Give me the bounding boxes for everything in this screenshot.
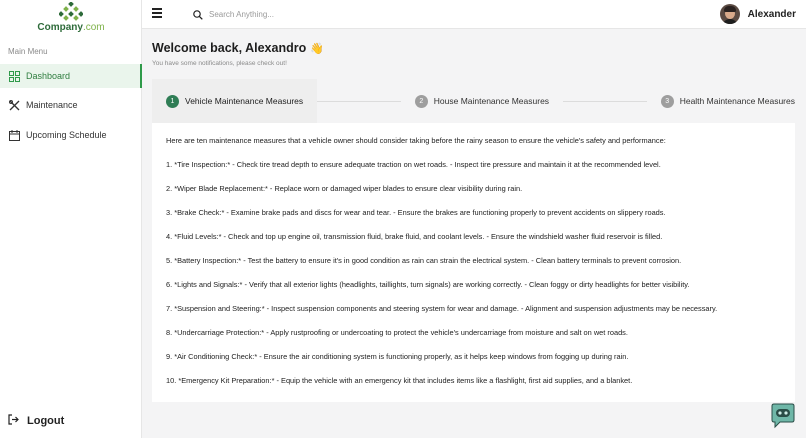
list-item: 8. *Undercarriage Protection:* - Apply rustproofing or undercoating to protect the vehicle's undercarriage from moisture and salt on wet roads.: [166, 328, 628, 337]
step-label: House Maintenance Measures: [433, 96, 550, 106]
search-bar[interactable]: [193, 6, 413, 23]
logout-icon: [8, 414, 19, 428]
logo-icon: [59, 2, 83, 22]
logout-button[interactable]: [8, 414, 64, 428]
list-item: 7. *Suspension and Steering:* - Inspect suspension components and steering system for wear and damage. - Alignment and suspension adjustments may be necessary.: [166, 304, 718, 313]
sidebar-item-label: Upcoming Schedule: [26, 130, 107, 140]
intro-paragraph: Here are ten maintenance measures that a vehicle owner should consider taking before the rainy season to ensure the vehicle's safety and performance:: [166, 136, 666, 145]
step-number: 2: [415, 95, 428, 108]
welcome-text: Welcome back, Alexandro: [152, 41, 307, 55]
sidebar-item-dashboard[interactable]: [0, 64, 142, 88]
sidebar-item-label: Dashboard: [26, 71, 71, 81]
sidebar-item-upcoming-schedule[interactable]: [0, 123, 142, 147]
menu-toggle-icon[interactable]: [152, 8, 162, 20]
chat-bot-button[interactable]: [769, 403, 797, 429]
search-input[interactable]: [209, 10, 389, 19]
step-label: Health Maintenance Measures: [679, 96, 795, 106]
step-connector: [317, 101, 401, 102]
sidebar-item-maintenance[interactable]: [0, 93, 142, 117]
list-item: 10. *Emergency Kit Preparation:* - Equip the vehicle with an emergency kit that includes items like a flashlight, first aid supplies, and a blanket.: [166, 376, 633, 385]
company-logo[interactable]: [0, 2, 142, 38]
step-connector: [563, 101, 647, 102]
menu-title: Main Menu: [8, 47, 48, 56]
sidebar: [0, 0, 142, 438]
avatar: [720, 4, 740, 24]
logout-label: Logout: [27, 415, 65, 427]
step-house-maintenance[interactable]: [401, 79, 563, 123]
list-item: 3. *Brake Check:* - Examine brake pads and discs for wear and tear. - Ensure the brakes are functioning properly to prevent accidents on slippery roads.: [166, 208, 666, 217]
step-number: 1: [166, 95, 179, 108]
user-name: Alexander: [747, 8, 796, 20]
step-vehicle-maintenance[interactable]: [152, 79, 317, 123]
calendar-icon: [8, 129, 20, 141]
sidebar-item-label: Maintenance: [26, 100, 78, 110]
tools-icon: [8, 99, 20, 111]
page-subtitle: You have some notifications, please check out!: [152, 60, 287, 67]
topbar: [142, 0, 806, 29]
user-menu[interactable]: [720, 4, 796, 24]
wave-emoji: 👋: [310, 42, 324, 55]
stepper: [152, 79, 795, 123]
list-item: 9. *Air Conditioning Check:* - Ensure the air conditioning system is functioning properly, as it helps keep windows from fogging up during rain.: [166, 352, 629, 361]
list-item: 2. *Wiper Blade Replacement:* - Replace worn or damaged wiper blades to ensure clear visibility during rain.: [166, 184, 523, 193]
step-number: 3: [661, 95, 674, 108]
list-item: 5. *Battery Inspection:* - Test the battery to ensure it's in good condition as rain can strain the electrical system. - Clean battery terminals to prevent corrosion.: [166, 256, 682, 265]
search-icon: [193, 10, 203, 20]
dashboard-icon: [8, 70, 20, 82]
maintenance-content: [152, 123, 795, 402]
chat-bot-icon: [769, 403, 797, 429]
list-item: 4. *Fluid Levels:* - Check and top up engine oil, transmission fluid, brake fluid, and coolant levels. - Ensure the windshield washer fluid reservoir is filled.: [166, 232, 663, 241]
logo-text: Company.com: [37, 22, 105, 33]
list-item: 6. *Lights and Signals:* - Verify that all exterior lights (headlights, taillights, turn signals) are working correctly. - Clean foggy or dirty headlights for better visibility.: [166, 280, 690, 289]
page-title: [152, 41, 324, 55]
step-label: Vehicle Maintenance Measures: [185, 96, 304, 106]
list-item: 1. *Tire Inspection:* - Check tire tread depth to ensure adequate traction on wet roads. - Inspect tire pressure and maintain it at the recommended level.: [166, 160, 661, 169]
step-health-maintenance[interactable]: [647, 79, 795, 123]
